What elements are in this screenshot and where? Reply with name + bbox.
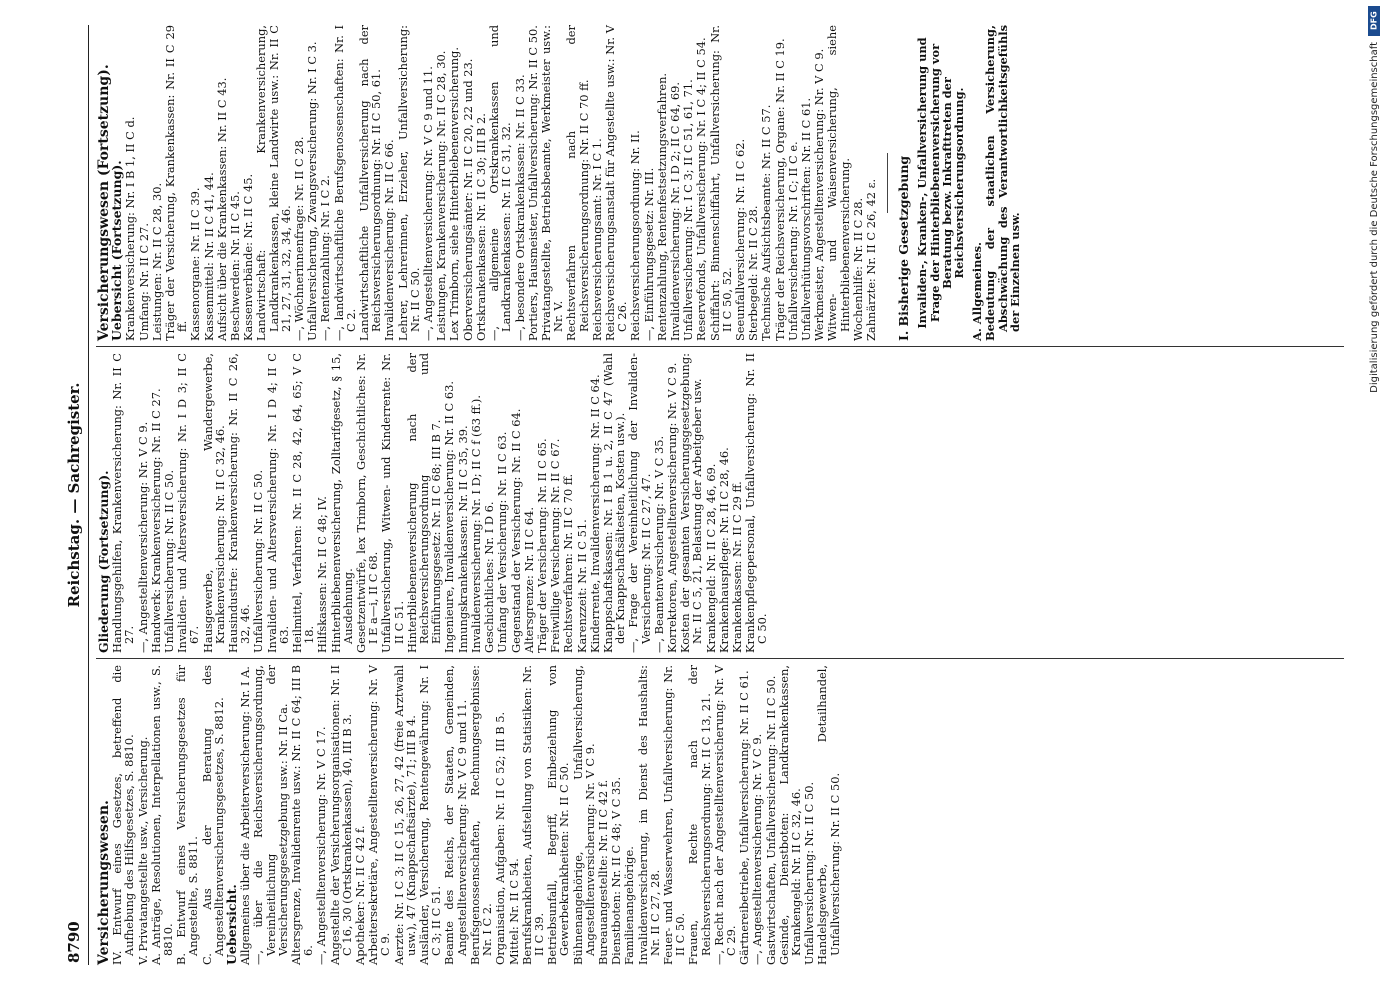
index-entry: Heilmittel, Verfahren: Nr. II C 28, 42, 64, 65; V C 18. bbox=[290, 353, 317, 653]
index-entry: Träger der Versicherung, Krankenkassen: Nr. II C 29 ff. bbox=[163, 25, 190, 341]
index-entry: Beschwerden: Nr. II C 45. bbox=[228, 191, 243, 341]
index-entry: —, über die Reichsversicherungsordnung, Vereinheitlichung der Versicherungsgesetzgebung usw.: Nr. II Ca. bbox=[251, 665, 290, 965]
index-entry: Altersgrenze: Nr. II C 64. bbox=[521, 507, 536, 653]
index-entry: Hilfskassen: Nr. II C 48; IV. bbox=[315, 496, 330, 653]
index-entry: Feuer- und Wasserwehren, Unfallversicherung: Nr. II C 50. bbox=[660, 665, 688, 965]
index-entry: Unfallversicherung: Nr. II C 50. bbox=[802, 781, 817, 965]
index-entry: Krankenhauspflege: Nr. II C 28, 46. bbox=[716, 447, 731, 653]
index-entries bbox=[124, 25, 877, 341]
index-entry: Privatangestellte, Betriebsbeamte, Werkmeister usw.: Nr. V. bbox=[538, 25, 566, 341]
index-entry: Wochenhilfe: Nr. II C 28. bbox=[850, 197, 865, 341]
page-number: 8790 bbox=[65, 921, 83, 963]
index-entry: Mittel: Nr. II C 54. bbox=[506, 858, 521, 965]
index-entry: A. Anträge, Resolutionen, Interpellationen usw., S. 8810. bbox=[148, 665, 176, 965]
index-entry: Korrektoren, Angestelltenversicherung: Nr. V C 9. bbox=[664, 362, 679, 653]
index-entry: Reichsversicherungsordnung: Nr. II. bbox=[628, 130, 643, 341]
index-entry: Umfang der Versicherung: Nr. II C 63. bbox=[495, 431, 510, 653]
index-entry: Kassenorgane: Nr. II C 39. bbox=[188, 187, 203, 341]
index-entry: Geschichtliches: Nr. I D 6. bbox=[482, 501, 497, 653]
index-entry: Krankenversicherung: Nr. I B 1, II C d. bbox=[123, 116, 138, 341]
index-entry: —, Recht nach der Angestelltenversicherung: Nr. V C 29. bbox=[711, 665, 738, 965]
index-entry: Schiffahrt: Binnenschiffahrt, Unfallversicherung: Nr. II C 50, 52. bbox=[707, 25, 734, 341]
index-entry: Hausgewerbe, Wandergewerbe, Krankenversicherung: Nr. II C 32, 46. bbox=[200, 353, 227, 653]
index-entry: Leistungen, Krankenversicherung: Nr. II C 28, 30. bbox=[434, 50, 449, 341]
index-entry: IV. Entwurf eines Gesetzes, betreffend die Aufhebung des Hilfsgesetzes, S. 8810. bbox=[110, 665, 137, 965]
index-entry: Unfallversicherung, Witwen- und Kinderrente: Nr. II C 51. bbox=[379, 353, 406, 653]
index-entry: —, Rentenzahlung: Nr. I C 2. bbox=[318, 175, 333, 341]
index-entry: Kassenverbände: Nr. II C 45. bbox=[241, 173, 256, 341]
page-header bbox=[60, 25, 89, 965]
funding-watermark: Digitalisierung gefördert durch die Deutsche Forschungsgemeinschaft bbox=[1369, 42, 1380, 393]
index-entry: —, Angestelltenversicherung: Nr. V C 9 und 11. bbox=[421, 66, 436, 341]
index-entry: Gesinde, Dienstboten: Landkrankenkassen, Krankengeld: Nr. II C 32, 46. bbox=[776, 665, 803, 965]
index-entry: Gastwirtschaften, Unfallversicherung: Nr. II C 50. bbox=[763, 675, 778, 965]
running-title: Reichstag. — Sachregister. bbox=[65, 382, 83, 608]
index-entry: Bühnenangehörige, Unfallversicherung, Angestelltenversicherung: Nr. V C 9. bbox=[570, 665, 597, 965]
index-entry: Portiers, Hausmeister, Unfallversicherung: Nr. II C 50. bbox=[525, 25, 540, 341]
index-entry: —, Angestelltenversicherung: Nr. V C 9. bbox=[135, 421, 150, 653]
page bbox=[60, 25, 1350, 965]
index-entry: Landwirtschaftliche Unfallversicherung nach der Reichsversicherungsordnung: Nr. II C 50, 61. bbox=[357, 25, 384, 341]
index-entry: Krankenkassen: Nr. II C 29 ff. bbox=[729, 481, 744, 653]
index-entry: Zahnärzte: Nr. II C 26, 42 ε. bbox=[863, 178, 878, 341]
dfg-logo: DFG bbox=[1368, 6, 1380, 36]
index-entry: Krankenpflegepersonal, Unfallversicherung: Nr. II C 50. bbox=[743, 353, 770, 653]
index-entries bbox=[111, 353, 768, 653]
index-entry: C. Aus der Beratung des Angestelltenversicherungsgesetzes, S. 8812. bbox=[199, 665, 226, 965]
index-entry: Lehrer, Lehrerinnen, Erzieher, Unfallversicherung: Nr. II C 50. bbox=[395, 25, 422, 341]
index-entry: Knappschaftskassen: Nr. I B 1 u. 2, II C 47 (Wahl der Knappschaftsältesten, Kosten usw.). bbox=[600, 353, 628, 653]
index-entry: Beamte des Reichs, der Staaten, Gemeinden, Angestelltenversicherung: Nr. V C 9 und 11. bbox=[442, 665, 469, 965]
index-entry: Träger der Reichsversicherung, Organe: Nr. II C 19. bbox=[772, 38, 787, 341]
index-entry: Kassenmittel: Nr. II C 41, 44. bbox=[201, 172, 216, 341]
index-entry: Oberversicherungsämter: Nr. II C 20, 22 und 23. bbox=[460, 58, 475, 341]
index-entry: Aerzte: Nr. I C 3; II C 15, 26, 27, 42 (freie Arztwahl usw.), 47 (Knappschaftsärzte), 71; III B 4. bbox=[391, 665, 418, 965]
index-entry: Technische Aufsichtsbeamte: Nr. II C 57. bbox=[759, 104, 774, 341]
index-entry: —, Angestelltenversicherung: Nr. V C 9. bbox=[750, 733, 765, 965]
index-entry: Invalidenversicherung: Nr. I D 2; II C 64, 69. bbox=[667, 82, 682, 341]
index-entry: Freiwillige Versicherung: Nr. II C 67. bbox=[548, 438, 563, 653]
subsection-heading: A. Allgemeines. bbox=[970, 241, 985, 341]
index-entry: Invaliden- und Altersversicherung: Nr. I D 3; II C 67. bbox=[175, 353, 202, 653]
index-entry: Reichsversicherungsanstalt für Angestellte usw.: Nr. V C 26. bbox=[602, 25, 630, 341]
index-entry: Familienangehörige. bbox=[622, 846, 637, 965]
index-entry: Invalidenversicherung: Nr. I D; II C f (63 ff.). bbox=[468, 395, 483, 653]
index-entry: Rechtsverfahren: Nr. II C 70 ff. bbox=[561, 473, 576, 653]
index-entry: Hinterbliebenenversicherung nach der Reichsversicherungsordnung und Einführungsgesetz: Nr. II C 68; III B 7. bbox=[404, 353, 444, 653]
index-entry: Rechtsverfahren nach der Reichsversicherungsordnung: Nr. II C 70 ff. bbox=[564, 25, 591, 341]
index-entry: —, Wöchnerinnenfrage: Nr. II C 28. bbox=[292, 136, 307, 341]
index-entry: Rentenzahlung, Rentenfestsetzungsverfahren. bbox=[654, 72, 669, 341]
index-entry: —, Frage der Vereinheitlichung der Invaliden-Versicherung: Nr. II C 27, 47. bbox=[626, 353, 653, 653]
index-entry: Ingenieure, Invalidenversicherung: Nr. II C 63. bbox=[442, 381, 457, 653]
index-entry: Unfallversicherung: Nr. II C 50. bbox=[251, 469, 266, 653]
index-entry: Innungskrankenkassen: Nr. II C 35, 39. bbox=[455, 425, 470, 653]
section-rule bbox=[887, 153, 888, 213]
index-entry: Unfallversicherung: Nr. II C 50. bbox=[162, 469, 177, 653]
index-entry: Karenzzeit: Nr. II C 51. bbox=[574, 519, 589, 653]
index-entry: Sterbegeld: Nr. II C 28. bbox=[746, 205, 761, 341]
index-entry: Reichsversicherungsamt: Nr. I C 1. bbox=[589, 138, 604, 341]
index-entry: Ortskrankenkassen: Nr. II C 30; III B 2. bbox=[473, 113, 488, 341]
index-entry: —, Angestelltenversicherung: Nr. V C 17. bbox=[314, 726, 329, 965]
index-entry: Invaliden- und Altersversicherung: Nr. I D 4; II C 63. bbox=[264, 353, 291, 653]
continuation-heading: Versicherungswesen (Fortsetzung). bbox=[96, 64, 112, 341]
index-entry: Frauen, Rechte nach der Reichsversicherungsordnung: Nr. II C 13, 21. bbox=[686, 665, 713, 965]
index-entry: Dienstboten: Nr. II C 48; V C 35. bbox=[609, 776, 624, 965]
index-entry: Gegenstand der Versicherung: Nr. II C 64. bbox=[508, 408, 523, 653]
index-entry: Lex Trimborn, siehe Hinterbliebenenversicherung. bbox=[447, 47, 462, 341]
index-entry: Landwirtschaft: Krankenversicherung, Landkrankenkassen, kleine Landwirte usw.: Nr. II C 21, 27, 31, 32, 34, 46. bbox=[254, 25, 293, 341]
index-entry: Hinterbliebenenversicherung, Zolltarifgesetz, § 15, Ausdehnung. bbox=[328, 353, 355, 653]
subsection-text: Bedeutung der staatlichen Versicherung, Abschwächung des Verantwortlichkeitsgefühls der Einzelnen usw. bbox=[983, 25, 1022, 341]
index-entry: Träger der Versicherung: Nr. II C 65. bbox=[534, 438, 549, 653]
index-entry: Organisation, Aufgaben: Nr. II C 52; III B 5. bbox=[493, 711, 508, 965]
index-entry: Handlungsgehilfen, Krankenversicherung: Nr. II C 27. bbox=[110, 353, 137, 653]
overview-continued-heading: Uebersicht (Fortsetzung). bbox=[109, 160, 125, 341]
outline-entries bbox=[111, 665, 225, 965]
index-entry: Reservefonds, Unfallversicherung: Nr. I C 4; II C 54. bbox=[694, 37, 709, 341]
column-3 bbox=[98, 25, 1350, 341]
index-entry: Kosten der gesamten Versicherungsgesetzgebung: Nr. II C 5, 21, Belastung der Arbeitgeber usw. bbox=[678, 353, 705, 653]
section-subtitle: Invaliden-, Kranken-, Unfallversicherung und Frage der Hinterbliebenenversicherung vor Beratung bezw. Inkrafttreten der Reichsversicherungsordnung. bbox=[915, 37, 966, 329]
index-entry: Leistungen: Nr. II C 28, 30. bbox=[149, 182, 164, 341]
index-entries bbox=[239, 665, 841, 965]
index-entry: Invalidenversicherung: Nr. II C 66. bbox=[382, 139, 397, 341]
section-heading: I. Bisherige Gesetzgebung bbox=[896, 155, 912, 341]
index-entry: Handwerk: Krankenversicherung: Nr. II C 27. bbox=[148, 388, 163, 653]
section-title: Versicherungswesen. bbox=[96, 800, 112, 965]
index-entry: Werkmeister, Angestelltenversicherung: Nr. V C 9. bbox=[812, 48, 827, 341]
index-entry: Gärtnereibetriebe, Unfallversicherung: Nr. II C 61. bbox=[737, 670, 752, 965]
index-entry: Umfang: Nr. II C 27. bbox=[136, 223, 151, 341]
index-entry: Arbeitersekretäre, Angestelltenversicherung: Nr. V C 9. bbox=[366, 665, 393, 965]
index-entry: Unfallversicherung: Nr. I C; II C e. bbox=[785, 141, 800, 341]
outline-continued-heading: Gliederung (Fortsetzung). bbox=[96, 470, 111, 653]
index-entry: B. Entwurf eines Versicherungsgesetzes für Angestellte, S. 8811. bbox=[174, 665, 201, 965]
index-entry: Apotheker: Nr. II C 42 f. bbox=[353, 825, 368, 965]
index-entry: Hausindustrie: Krankenversicherung: Nr. II C 26, 32, 46. bbox=[226, 353, 253, 653]
index-entry: Betriebsunfall, Begriff, Einbeziehung von Gewerbekrankheiten: Nr. II C 50. bbox=[545, 665, 572, 965]
index-entry: Altersgrenze, Invalidenrente usw.: Nr. II C 64; III B 6. bbox=[289, 665, 316, 965]
index-entry: Witwen- und Waisenversicherung, siehe Hinterbliebenenversicherung. bbox=[825, 25, 852, 341]
index-entry: Berufsgenossenschaften, Rechnungsergebnisse: Nr. I C 2. bbox=[467, 665, 495, 965]
index-entry: Ausländer, Versicherung, Rentengewährung: Nr. I C 3; II C 51. bbox=[417, 665, 444, 965]
index-entry: Bureauangestellte: Nr. II C 42 f. bbox=[595, 779, 610, 965]
index-entry: Krankengeld: Nr. II C 28, 46, 69. bbox=[703, 463, 718, 653]
index-entry: Unfallversicherung: Nr. I C 3; II C 51, 61, 71. bbox=[681, 79, 696, 341]
index-entry: Invalidenversicherung, im Dienst des Haushalts: Nr. II C 27, 28. bbox=[635, 665, 662, 965]
index-entry: Seeunfallversicherung: Nr. II C 62. bbox=[732, 138, 747, 341]
index-entry: Kinderrente, Invalidenversicherung: Nr. II C 64. bbox=[587, 374, 602, 653]
index-entry: —, Einführungsgesetz: Nr. III. bbox=[641, 167, 656, 341]
index-entry: —, landwirtschaftliche Berufsgenossenschaften: Nr. I C 2. bbox=[331, 25, 358, 341]
index-entry: Berufskrankheiten, Aufstellung von Statistiken: Nr. II C 39. bbox=[519, 665, 546, 965]
index-entry: —, besondere Ortskrankenkassen: Nr. II C 33. bbox=[512, 74, 527, 341]
subheading: Uebersicht. bbox=[224, 884, 240, 965]
index-entry: Allgemeines über die Arbeiterversicherung: Nr. I A. bbox=[238, 666, 253, 965]
index-entry: Unfallverhütungsvorschriften: Nr. II C 61. bbox=[798, 97, 813, 341]
index-entry: V. Privatangestellte usw., Versicherung. bbox=[135, 736, 150, 965]
index-entry: Unfallversicherung, Zwangsversicherung: Nr. I C 3. bbox=[305, 41, 320, 341]
column-divider bbox=[96, 658, 1344, 659]
column-1 bbox=[98, 665, 1350, 965]
index-entry: Gesetzentwürfe, lex Trimborn, Geschichtliches: Nr. I E a—i, II C 68. bbox=[354, 353, 381, 653]
index-entry: Aufsicht über die Krankenkassen: Nr. II C 43. bbox=[214, 77, 229, 341]
index-entry: Angestellte der Versicherungsorganisationen: Nr. II C 16, 30 (Ortskrankenkassen), 40, III B 3. bbox=[327, 665, 354, 965]
column-2 bbox=[98, 353, 1350, 653]
index-entry: —, Beamtenversicherung: Nr. V C 35. bbox=[651, 435, 666, 653]
index-entry: —, allgemeine Ortskrankenkassen und Landkrankenkassen: Nr. II C 31, 32. bbox=[487, 25, 514, 341]
column-divider bbox=[96, 346, 1344, 347]
index-entry: Handelsgewerbe, Detailhandel, Unfallversicherung: Nr. II C 50. bbox=[815, 665, 842, 965]
